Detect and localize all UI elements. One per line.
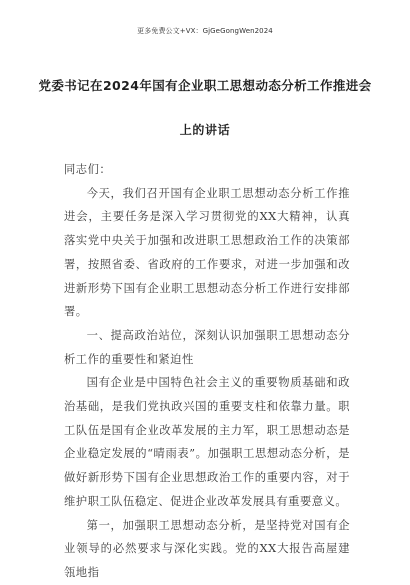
document-title: 党委书记在2024年国有企业职工思想动态分析工作推进会: [38, 78, 372, 93]
document-body: [64, 158, 350, 585]
paragraph-point-1: 第一，加强职工思想动态分析，是坚持党对国有企业领导的必然要求与深化实践。党的XX大报告高屋建瓴地指: [64, 518, 350, 579]
section-heading-1: 一、提高政治站位，深刻认识加强职工思想动态分析工作的重要性和紧迫性: [64, 328, 350, 366]
paragraph-intro: 今天，我们召开国有企业职工思想动态分析工作推进会，主要任务是深入学习贯彻党的XX大精神，认真落实党中央关于加强和改进职工思想政治工作的决策部署，按照省委、省政府的工作要求，对进一步加强和改进新形势下国有企业职工思想动态分析工作进行安排部署。: [64, 186, 350, 319]
document-subtitle: 上的讲话: [179, 123, 231, 137]
salutation: 同志们：: [64, 163, 112, 176]
paragraph-background: 国有企业是中国特色社会主义的重要物质基础和政治基础，是我们党执政兴国的重要支柱和依靠力量。职工队伍是国有企业改革发展的主力军，职工思想动态是企业稳定发展的“晴雨表”。加强职工思想动态分析，是做好新形势下国有企业思想政治工作的重要内容，对于维护职工队伍稳定、促进企业改革发展具有重要意义。: [64, 376, 350, 508]
header-note: 更多免费公文+VX：GjGeGongWen2024: [137, 27, 273, 35]
